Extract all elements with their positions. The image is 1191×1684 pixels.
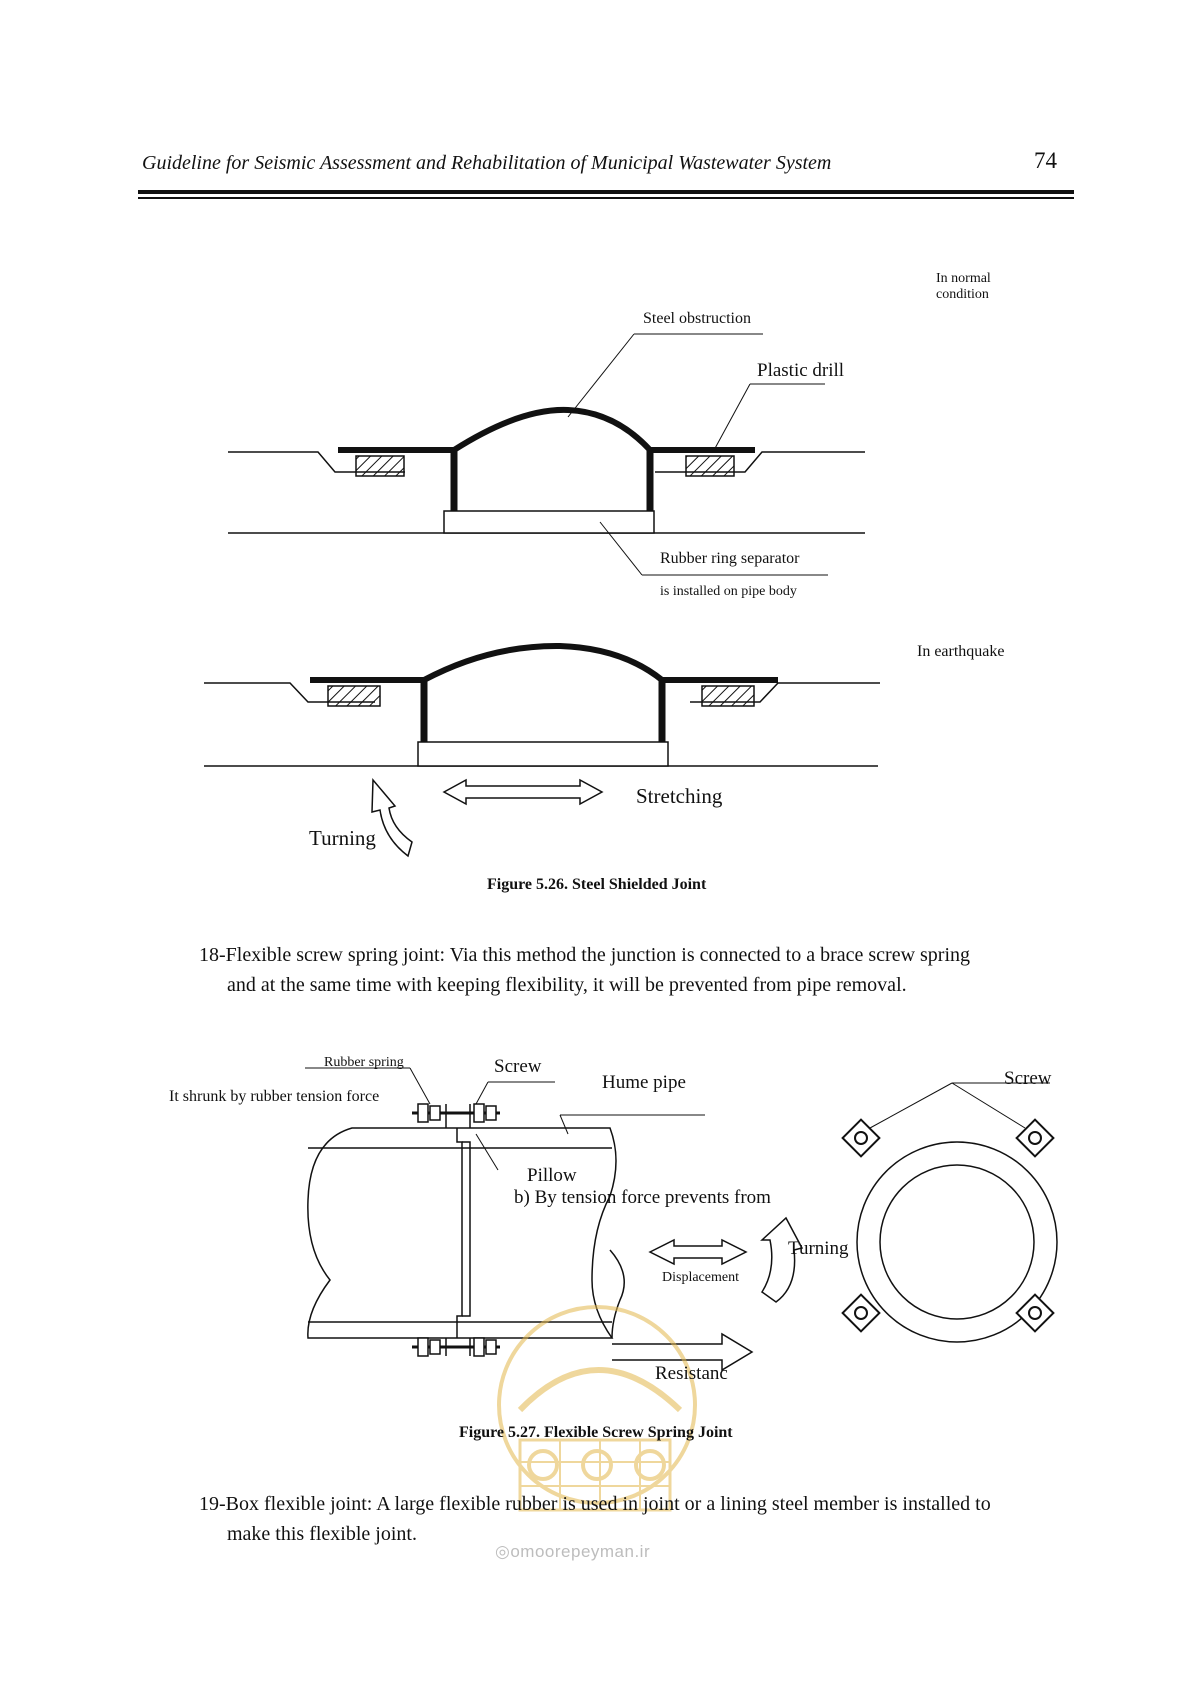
paragraph-19 bbox=[199, 1489, 1079, 1549]
label-steel-obstruction: Steel obstruction bbox=[643, 310, 751, 327]
label-screw-right: Screw bbox=[1004, 1068, 1052, 1089]
label-in-earthquake: In earthquake bbox=[917, 643, 1005, 660]
paragraph-19-line1: 19-Box flexible joint: A large flexible rubber is used in joint or a lining steel member is installed to bbox=[199, 1493, 991, 1515]
figure-526-caption: Figure 5.26. Steel Shielded Joint bbox=[487, 876, 707, 893]
paragraph-18-line2: and at the same time with keeping flexibility, it will be prevented from pipe removal. bbox=[227, 974, 907, 996]
label-resistance: Resistanc bbox=[655, 1363, 728, 1384]
paragraph-18 bbox=[199, 940, 1079, 1000]
label-normal-line1: In normal bbox=[936, 271, 991, 286]
watermark-site-text bbox=[495, 1542, 650, 1562]
label-pillow: Pillow bbox=[527, 1165, 577, 1186]
joint-earthquake-drawing bbox=[204, 646, 880, 856]
paragraph-19-line2: make this flexible joint. bbox=[227, 1523, 417, 1545]
label-screw-left: Screw bbox=[494, 1056, 542, 1077]
label-shrunk: It shrunk by rubber tension force bbox=[169, 1088, 380, 1105]
running-header-title: Guideline for Seismic Assessment and Rehabilitation of Municipal Wastewater System bbox=[142, 152, 832, 174]
label-rubber-ring-line2: is installed on pipe body bbox=[660, 584, 797, 599]
label-rubber-ring-line1: Rubber ring separator bbox=[660, 550, 800, 567]
paragraph-18-line1: 18-Flexible screw spring joint: Via this method the junction is connected to a brace screw spring bbox=[199, 944, 971, 966]
figure-527-caption: Figure 5.27. Flexible Screw Spring Joint bbox=[459, 1424, 733, 1441]
label-stretching: Stretching bbox=[636, 784, 723, 808]
label-turning: Turning bbox=[309, 826, 376, 850]
watermark-site: omoorepeyman.ir bbox=[510, 1542, 651, 1561]
label-normal-line2: condition bbox=[936, 287, 989, 301]
page-number: 74 bbox=[1034, 148, 1057, 173]
label-plastic-drill: Plastic drill bbox=[757, 360, 845, 381]
label-hume-pipe: Hume pipe bbox=[602, 1072, 686, 1093]
label-turning-527: Turning bbox=[788, 1238, 849, 1259]
label-displacement: Displacement bbox=[662, 1270, 739, 1285]
screw-spring-joint-drawing bbox=[305, 1068, 1057, 1370]
label-tension: b) By tension force prevents from bbox=[514, 1187, 771, 1208]
label-rubber-spring: Rubber spring bbox=[324, 1055, 404, 1070]
globe-icon: ◎ bbox=[495, 1542, 511, 1561]
